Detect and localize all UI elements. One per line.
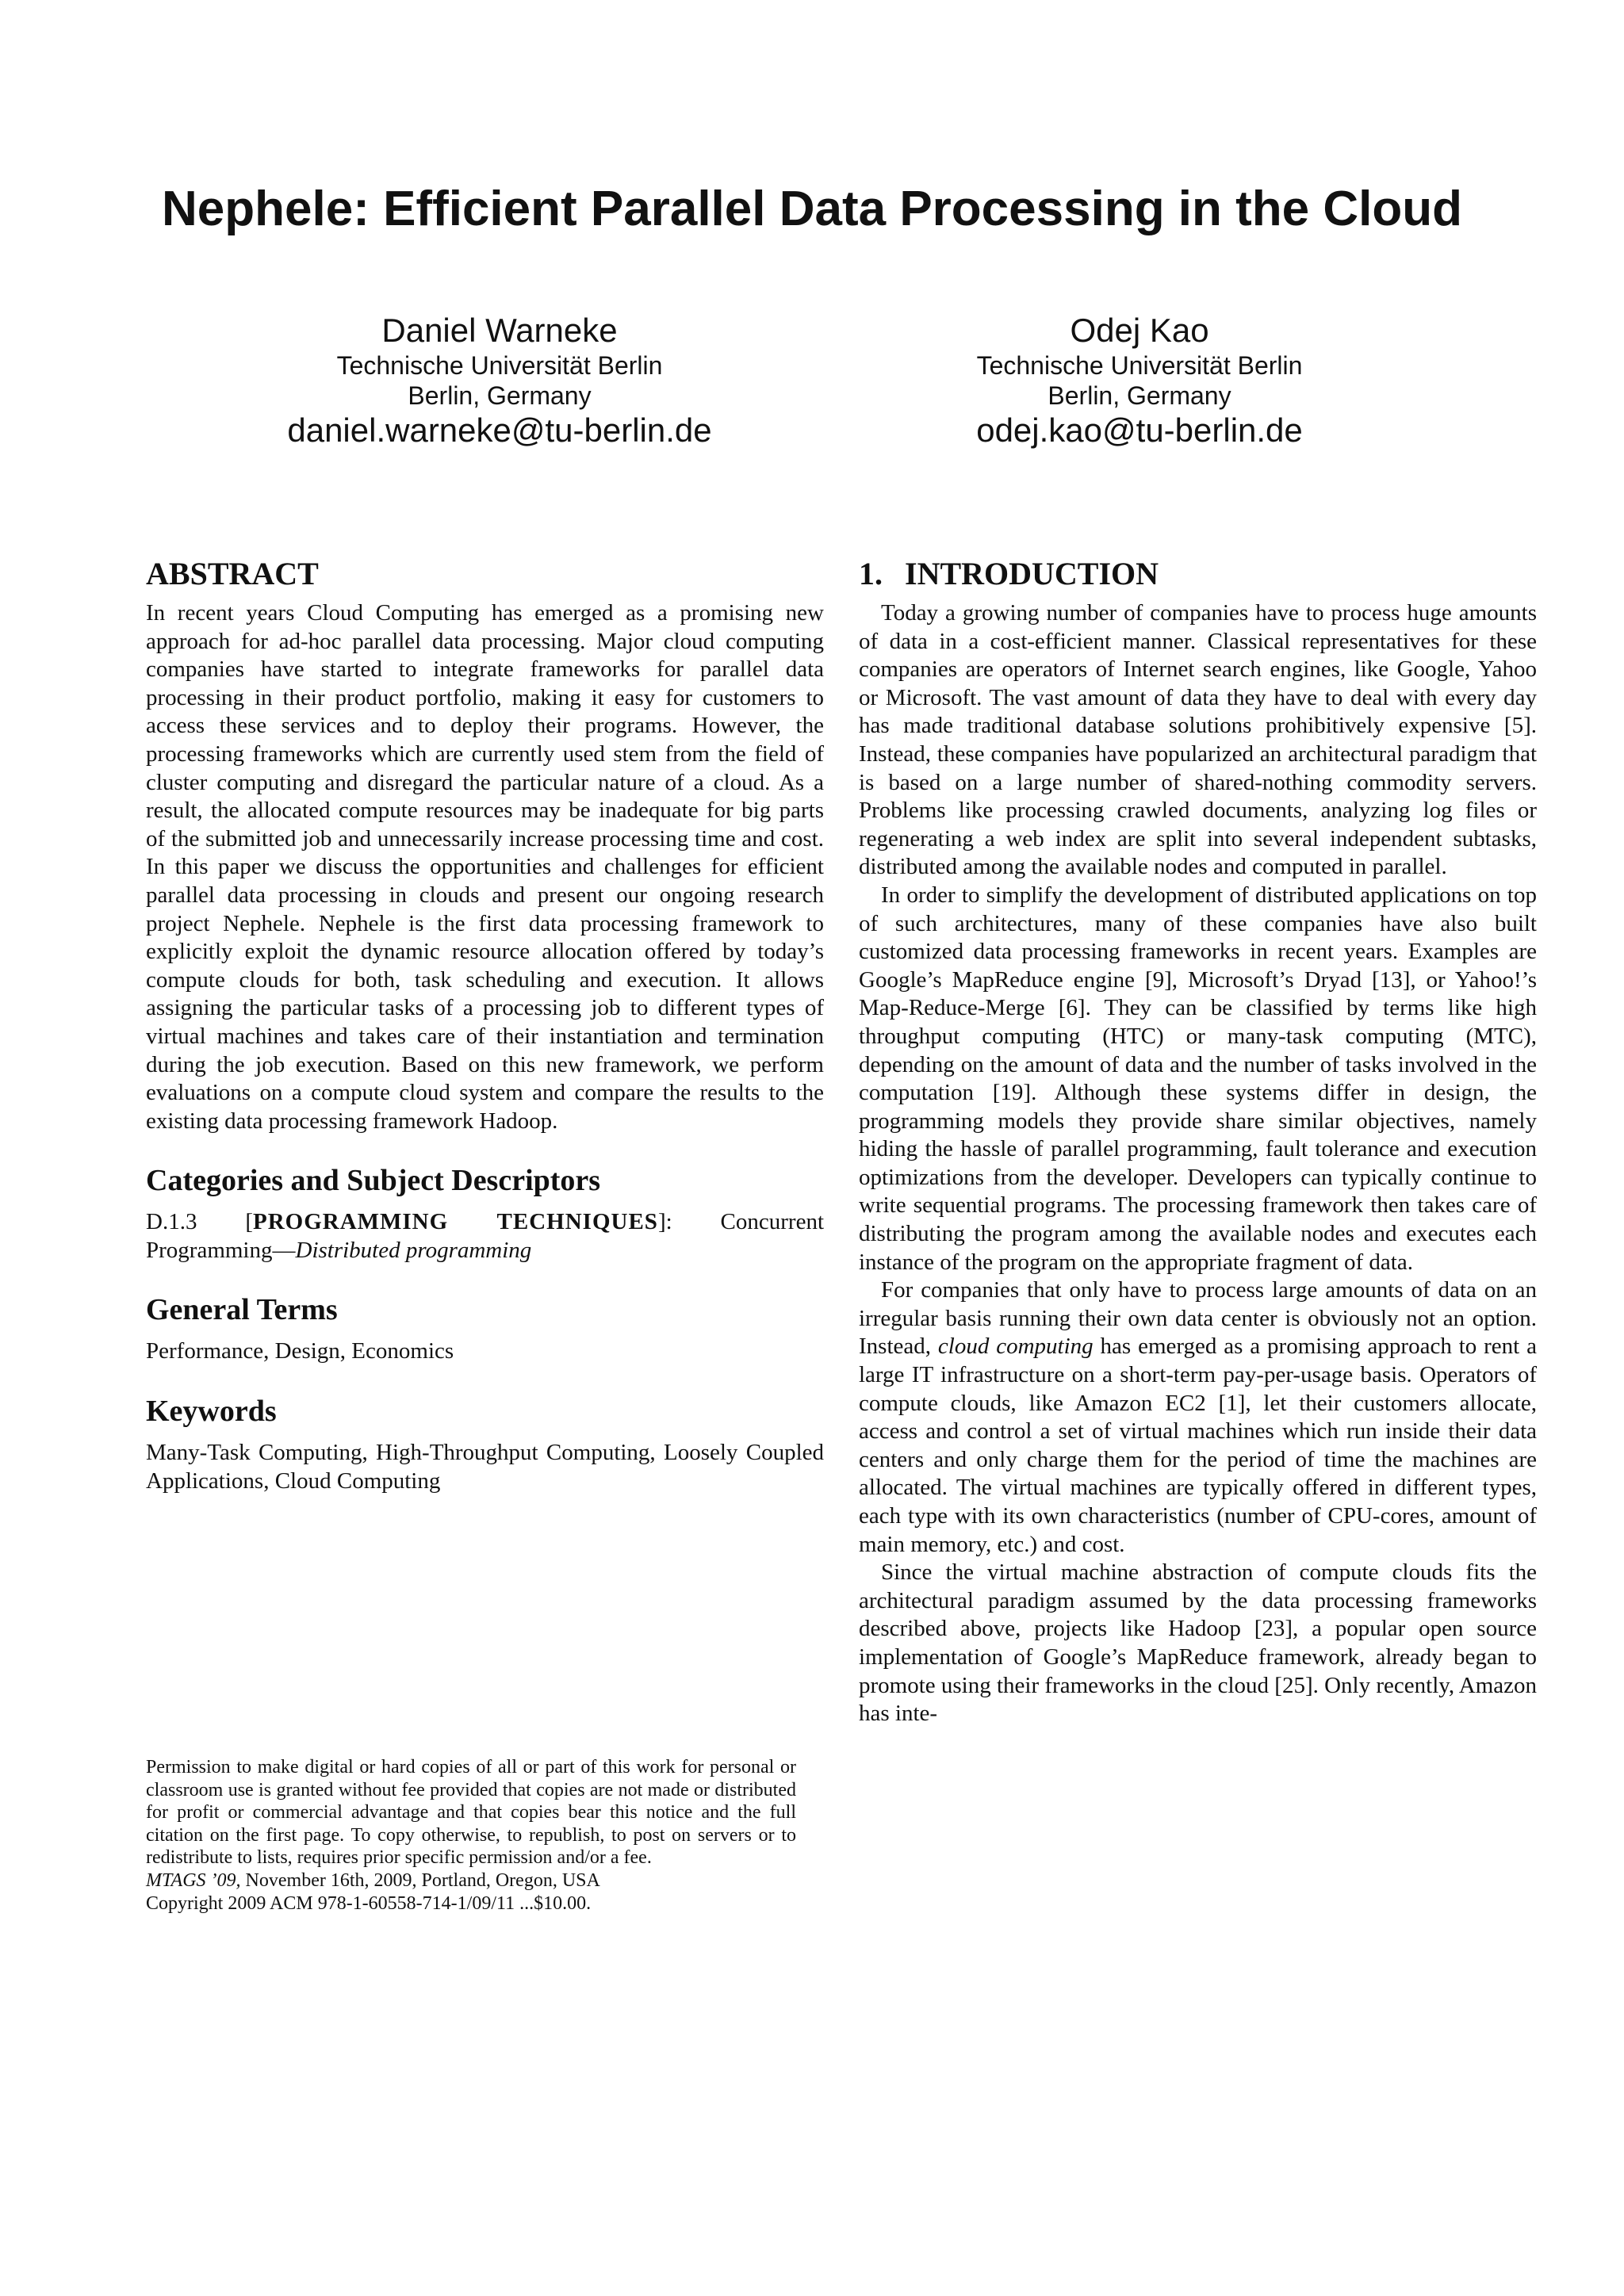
venue-line — [146, 1869, 796, 1892]
categories-code: D.1.3 [ — [146, 1209, 253, 1235]
venue-name: MTAGS ’09, — [146, 1869, 241, 1891]
section-number: 1. — [859, 556, 883, 591]
intro-paragraph-3 — [859, 1276, 1537, 1559]
author-email: daniel.warneke@tu-berlin.de — [287, 411, 712, 449]
author-location: Berlin, Germany — [408, 381, 592, 410]
author-block-1 — [198, 311, 801, 450]
author-affiliation: Technische Universität Berlin — [336, 351, 663, 380]
venue-details: November 16th, 2009, Portland, Oregon, USA — [240, 1869, 600, 1891]
keywords-text: Many-Task Computing, High-Throughput Computing, Loosely Coupled Applications, Cloud Computing — [146, 1440, 824, 1494]
paper-title: Nephele: Efficient Parallel Data Processing in the Cloud — [162, 182, 1462, 236]
author-block-2 — [838, 311, 1441, 450]
right-column — [859, 555, 1537, 1728]
author-location: Berlin, Germany — [1048, 381, 1231, 410]
intro-paragraph-4: Since the virtual machine abstraction of compute clouds fits the architectural paradigm assumed by the data processing frameworks described above, projects like Hadoop [23], a popular open source implementation of Google’s MapReduce framework, already began to promote using their frameworks in the cloud [25]. Only recently, Amazon has inte- — [859, 1559, 1538, 1727]
intro-p3-end: has emerged as a promising approach to rent a large IT infrastructure on a short-term pay-per-usage basis. Operators of compute clouds, like Amazon EC2 [1], let their customers allocate, access and control a set of virtual machines which run inside their data centers and only charge them for the period of time the machines are allocated. The virtual machines are typically offered in different types, each type with its own characteristics (number of CPU-cores, amount of main memory, etc.) and cost. — [859, 1334, 1537, 1557]
categories-heading: Categories and Subject Descriptors — [146, 1164, 601, 1198]
intro-p3-start: For companies that only have to process large amounts of data on an irregular basis running their own data center is obviously not an option. Instead, — [859, 1277, 1537, 1360]
author-affiliation: Technische Universität Berlin — [976, 351, 1303, 380]
left-column — [146, 555, 824, 1495]
section-title: INTRODUCTION — [905, 556, 1159, 591]
intro-paragraph-1: Today a growing number of companies have to process huge amounts of data in a cost-efficient manner. Classical representatives for these companies are operators of Internet search engines, like Google, Yahoo or Microsoft. The vast amount of data they have to deal with every day has made traditional database solutions prohibitively expensive [5]. Instead, these companies have popularized an architectural paradigm that is based on a large number of shared-nothing commodity servers. Problems like processing crawled documents, analyzing log files or regenerating a web index are split into several independent subtasks, distributed among the available nodes and computed in parallel. — [859, 600, 1537, 880]
abstract-heading: ABSTRACT — [146, 556, 319, 591]
general-terms-text: Performance, Design, Economics — [146, 1338, 454, 1364]
keywords-heading: Keywords — [146, 1395, 277, 1429]
copyright-line: Copyright 2009 ACM 978-1-60558-714-1/09/11 ...$10.00. — [146, 1892, 592, 1914]
intro-p3-italic: cloud computing — [937, 1334, 1094, 1360]
permission-text: Permission to make digital or hard copies of all or part of this work for personal or classroom use is granted without fee provided that copies are not made or distributed for profit or commercial advantage and that copies bear this notice and the full citation on the first page. To copy otherwise, to republish, to post on servers or to redistribute to lists, requires prior specific permission and/or a fee. — [146, 1757, 796, 1869]
author-name: Daniel Warneke — [381, 312, 618, 349]
categories-italic: Distributed programming — [295, 1237, 532, 1263]
general-terms-heading: General Terms — [146, 1293, 338, 1327]
categories-text — [146, 1208, 824, 1265]
abstract-text: In recent years Cloud Computing has emerged as a promising new approach for ad-hoc parallel data processing. Major cloud computing companies have started to integrate frameworks for parallel data processing in their product portfolio, making it easy for customers to access these services and to deploy their programs. However, the processing frameworks which are currently used stem from the field of cluster computing and disregard the particular nature of a cloud. As a result, the allocated compute resources may be inadequate for big parts of the submitted job and unnecessarily increase processing time and cost. In this paper we discuss the opportunities and challenges for efficient parallel data processing in clouds and present our ongoing research project Nephele. Nephele is the first data processing framework to explicitly exploit the dynamic resource allocation offered by today’s compute clouds for both, task scheduling and execution. It allows assigning the particular tasks of a processing job to different types of virtual machines and takes care of their instantiation and termination during the job execution. Based on this new framework, we perform evaluations on a compute cloud system and compare the results to the existing data processing framework Hadoop. — [146, 600, 824, 1134]
intro-paragraph-2: In order to simplify the development of distributed applications on top of such architectures, many of these companies have also built customized data processing frameworks in recent years. Examples are Google’s MapReduce engine [9], Microsoft’s Dryad [13], or Yahoo!’s Map-Reduce-Merge [6]. They can be classified by terms like high throughput computing (HTC) or many-task computing (MTC), depending on the amount of data and the number of tasks involved in the computation [19]. Although these systems differ in design, the programming models they provide share similar objectives, namely hiding the hassle of parallel programming, fault tolerance and execution optimizations from the developer. Developers can typically continue to write sequential programs. The processing framework then takes care of distributing the program among the available nodes and executes each instance of the program on the appropriate fragment of data. — [859, 882, 1537, 1275]
categories-after-label: ]: Concurrent Programming— — [146, 1209, 824, 1263]
author-email: odej.kao@tu-berlin.de — [976, 411, 1303, 449]
categories-code-label: PROGRAMMING TECHNIQUES — [253, 1209, 658, 1235]
permission-notice — [146, 1756, 796, 1915]
author-name: Odej Kao — [1070, 312, 1209, 349]
introduction-heading — [859, 555, 1537, 593]
